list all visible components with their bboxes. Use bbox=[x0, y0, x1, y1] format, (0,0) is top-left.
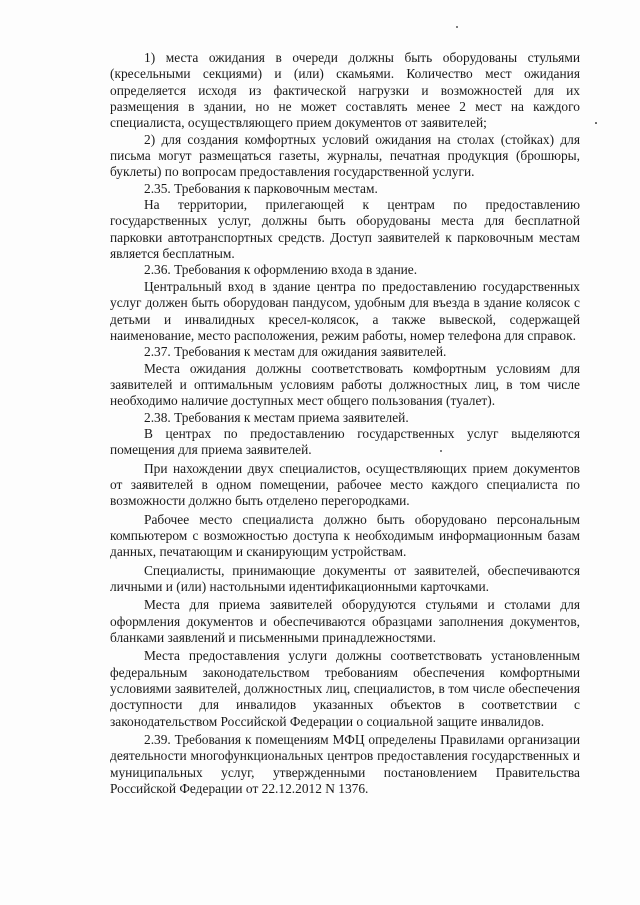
section-heading: 2.35. Требования к парковочным местам. bbox=[144, 180, 378, 196]
paragraph: 2.39. Требования к помещениям МФЦ определены Правилами организации деятельности многофункциональных центров предоставления государственных и муниципальных услуг, утвержденными постановлением Правительства Российской Федерации от 22.12.2012 N 1376. bbox=[110, 732, 580, 797]
scan-speck bbox=[440, 450, 442, 452]
paragraph: Рабочее место специалиста должно быть оборудовано персональным компьютером с возможностью доступа к необходимым информационным базам данных, печатающим и сканирующим устройствам. bbox=[110, 511, 580, 560]
scan-speck bbox=[456, 26, 458, 28]
paragraph: В центрах по предоставлению государственных услуг выделяются помещения для приема заявителей. bbox=[110, 425, 580, 458]
paragraph: 2) для создания комфортных условий ожидания на столах (стойках) для письма могут размещаться газеты, журналы, печатная продукция (брошюры, буклеты) по вопросам предоставления государственной услуги. bbox=[110, 131, 580, 180]
paragraph: Места ожидания должны соответствовать комфортным условиям для заявителей и оптимальным условиям работы должностных лиц, в том числе необходимо наличие доступных мест общего пользования (туалет). bbox=[110, 360, 580, 409]
scan-speck bbox=[595, 122, 597, 124]
paragraph: Места для приема заявителей оборудуются стульями и столами для оформления документов и обеспечиваются образцами заполнения документов, бланками заявлений и письменными принадлежностями. bbox=[110, 597, 580, 646]
paragraph: Места предоставления услуги должны соответствовать установленным федеральным законодательством требованиям обеспечения комфортными условиями заявителей, должностных лиц, специалистов, в том числе обеспечения доступности для инвалидов указанных объектов в соответствии с законодательством Российской Федерации о социальной защите инвалидов. bbox=[110, 648, 580, 729]
paragraph: 1) места ожидания в очереди должны быть оборудованы стульями (кресельными секциями) и (или) скамьями. Количество мест ожидания определяется исходя из фактической нагрузки и возможностей для их размещения в здании, но не может составлять менее 2 мест на каждого специалиста, осуществляющего прием документов от заявителей; bbox=[110, 50, 580, 131]
paragraph: Специалисты, принимающие документы от заявителей, обеспечиваются личными и (или) настольными идентификационными карточками. bbox=[110, 562, 580, 594]
paragraph: На территории, прилегающей к центрам по предоставлению государственных услуг, должны быть оборудованы места для бесплатной парковки автотранспортных средств. Доступ заявителей к парковочным местам является бесплатным. bbox=[110, 197, 580, 262]
section-heading: 2.38. Требования к местам приема заявителей. bbox=[144, 409, 409, 425]
section-heading: 2.37. Требования к местам для ожидания заявителей. bbox=[144, 344, 447, 360]
paragraph: При нахождении двух специалистов, осуществляющих прием документов от заявителей в одном помещении, рабочее место каждого специалиста по возможности должно быть отделено перегородками. bbox=[110, 460, 580, 509]
section-heading: 2.36. Требования к оформлению входа в здание. bbox=[144, 262, 418, 278]
paragraph: Центральный вход в здание центра по предоставлению государственных услуг должен быть оборудован пандусом, удобным для въезда в здание колясок с детьми и инвалидных кресел-колясок, а также вывеской, содержащей наименование, место расположения, режим работы, номер телефона для справок. bbox=[110, 278, 580, 343]
